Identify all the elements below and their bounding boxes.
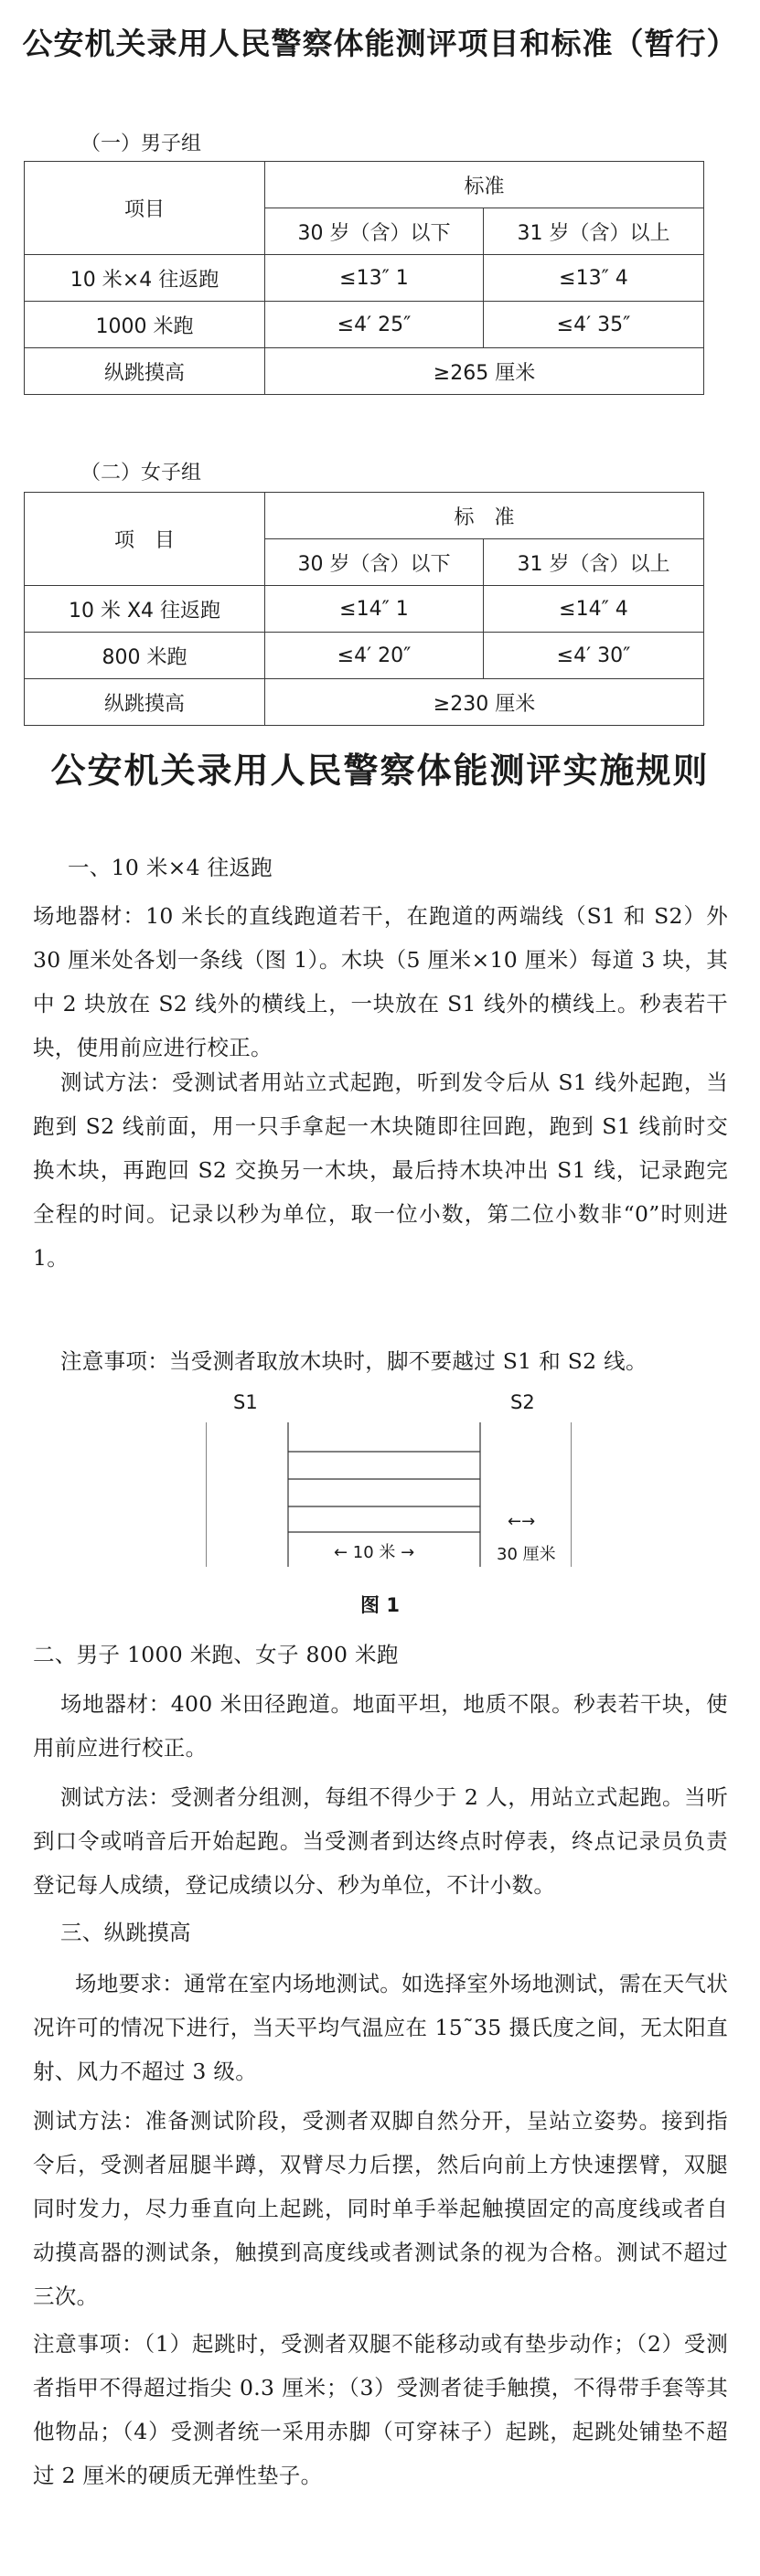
paragraph: 注意事项：（1）起跳时，受测者双腿不能移动或有垫步动作；（2）受测者指甲不得超过指尖 0.3 厘米；（3）受测者徒手触摸，不得带手套等其他物品；（4）受测者统一采用赤脚（可穿袜子）起跳，起跳处铺垫不超过 2 厘米的硬质无弹性垫子。: [33, 2331, 728, 2488]
header-standard: 标 准: [265, 493, 704, 539]
label-distance: ← 10 米 →: [334, 1543, 415, 1562]
cell-item: 纵跳摸高: [25, 679, 265, 726]
rules-title: 公安机关录用人民警察体能测评实施规则: [50, 750, 710, 791]
paragraph: 测试方法：受测者分组测，每组不得少于 2 人，用站立式起跑。当听到口令或哨音后开始起跑。当受测者到达终点时停表，终点记录员负责登记每人成绩，登记成绩以分、秒为单位，不计小数。: [33, 1784, 728, 1898]
cell-item: 800 米跑: [25, 633, 265, 679]
header-age-under-30: 30 岁（含）以下: [265, 539, 484, 586]
table-row: [25, 348, 704, 395]
label-offset-arrows: ←→: [508, 1512, 536, 1531]
section-heading: 一、10 米×4 往返跑: [68, 855, 273, 880]
header-standard: 标准: [265, 162, 704, 208]
table-row: [25, 302, 704, 348]
cell-item: 10 米×4 往返跑: [25, 255, 265, 302]
header-age-over-31: 31 岁（含）以上: [484, 539, 704, 586]
label-s2: S2: [510, 1391, 535, 1413]
cell-value: ≤14″ 4: [484, 586, 704, 633]
male-standards-table: [24, 161, 704, 395]
cell-item: 1000 米跑: [25, 302, 265, 348]
paragraph: 场地要求：通常在室内场地测试。如选择室外场地测试，需在天气状况许可的情况下进行，当天平均气温应在 15˜35 摄氏度之间，无太阳直射、风力不超过 3 级。: [33, 1971, 728, 2084]
table-row: [25, 493, 704, 539]
figure-shuttle-run-diagram: [206, 1388, 572, 1570]
paragraph: 测试方法：准备测试阶段，受测者双脚自然分开，呈站立姿势。接到指令后，受测者屈腿半蹲，双臂尽力后摆，然后向前上方快速摆臂，双腿同时发力，尽力垂直向上起跳，同时单手举起触摸固定的高度线或者自动摸高器的测试条，触摸到高度线或者测试条的视为合格。测试不超过三次。: [33, 2108, 728, 2309]
table-row: [25, 162, 704, 208]
header-age-under-30: 30 岁（含）以下: [265, 208, 484, 255]
section-heading: 二、男子 1000 米跑、女子 800 米跑: [33, 1642, 399, 1667]
figure-caption: 图 1: [360, 1594, 400, 1616]
female-standards-table: [24, 492, 704, 726]
table-row: [25, 586, 704, 633]
paragraph: 场地器材：400 米田径跑道。地面平坦，地质不限。秒表若干块，使用前应进行校正。: [33, 1691, 728, 1761]
label-s1: S1: [233, 1391, 258, 1413]
standards-title: 公安机关录用人民警察体能测评项目和标准（暂行）: [22, 26, 738, 61]
header-item: 项目: [25, 162, 265, 255]
cell-item: 纵跳摸高: [25, 348, 265, 395]
cell-value: ≤14″ 1: [265, 586, 484, 633]
cell-value: ≤13″ 1: [265, 255, 484, 302]
section-heading: 三、纵跳摸高: [60, 1920, 191, 1945]
table-row: [25, 679, 704, 726]
cell-value: ≥230 厘米: [265, 679, 704, 726]
table-row: [25, 255, 704, 302]
female-group-label: （二）女子组: [80, 462, 202, 484]
paragraph: 注意事项：当受测者取放木块时，脚不要越过 S1 和 S2 线。: [60, 1348, 648, 1374]
label-offset: 30 厘米: [497, 1545, 556, 1564]
cell-value: ≤13″ 4: [484, 255, 704, 302]
paragraph: 测试方法：受测试者用站立式起跑，听到发令后从 S1 线外起跑，当跑到 S2 线前面，用一只手拿起一木块随即往回跑，跑到 S1 线前时交换木块，再跑回 S2 交换另一木块，最后持木块冲出 S1 线，记录跑完全程的时间。记录以秒为单位，取一位小数，第二位小数非“0”时则进 1。: [33, 1070, 728, 1271]
header-age-over-31: 31 岁（含）以上: [484, 208, 704, 255]
cell-value: ≤4′ 20″: [265, 633, 484, 679]
male-group-label: （一）男子组: [80, 133, 202, 155]
header-item: 项 目: [25, 493, 265, 586]
paragraph: 场地器材：10 米长的直线跑道若干，在跑道的两端线（S1 和 S2）外 30 厘米处各划一条线（图 1）。木块（5 厘米×10 厘米）每道 3 块，其中 2 块放在 S2 线外的横线上，一块放在 S1 线外的横线上。秒表若干块，使用前应进行校正。: [33, 903, 728, 1060]
cell-value: ≤4′ 35″: [484, 302, 704, 348]
cell-value: ≥265 厘米: [265, 348, 704, 395]
cell-item: 10 米 X4 往返跑: [25, 586, 265, 633]
cell-value: ≤4′ 25″: [265, 302, 484, 348]
table-row: [25, 633, 704, 679]
cell-value: ≤4′ 30″: [484, 633, 704, 679]
